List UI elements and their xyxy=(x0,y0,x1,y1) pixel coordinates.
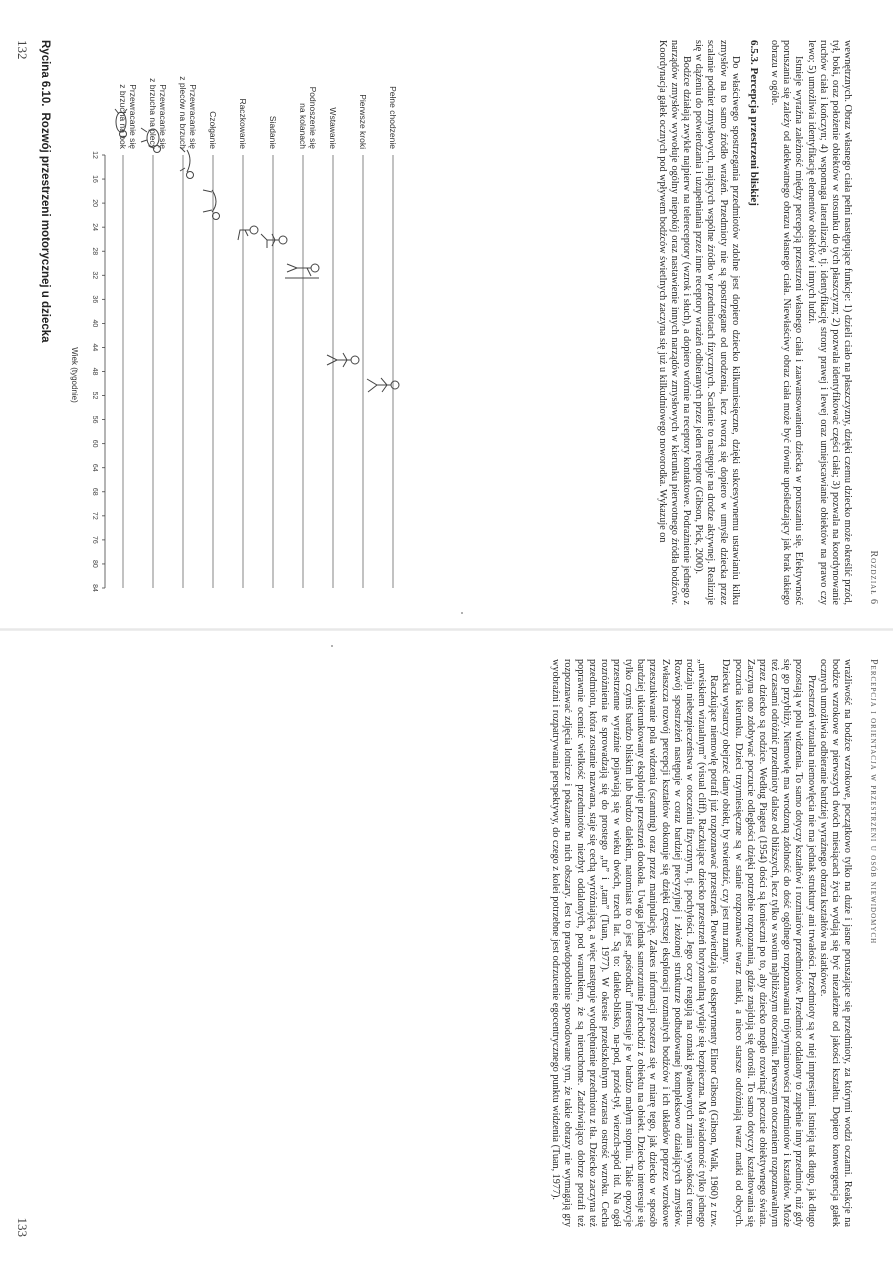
paragraph: Istnieje wyraźna zależność między percepcją przestrzeni własnego ciała i zaawansowaniem dziecka w poruszaniu się. Efektywność poruszania się zależy od adekwatnego obrazu własnego ciała. Niewłaściwy obraz ciała może być równie upośledzający jak brak takiego obrazu w ogóle. xyxy=(769,40,805,605)
left-text-column xyxy=(656,40,853,605)
x-axis-label: Wiek (tygodnie) xyxy=(70,347,79,403)
caption-number: Rycina 6.10. xyxy=(39,40,51,107)
x-tick-label: 20 xyxy=(91,199,98,208)
x-tick-label: 56 xyxy=(91,415,98,424)
figure-row-label: Przewracanie się xyxy=(128,84,138,149)
figure-row-label: Przewracanie się xyxy=(158,84,168,149)
running-head-left: Rozdział 6 xyxy=(868,550,879,605)
x-tick-label: 36 xyxy=(91,295,98,304)
paragraph: wrażliwość na bodźce wzrokowe, początkowo tylko na duże i jasne poruszające się przedmioty, za którymi wodzi oczami. Reakcje na bodźce wzrokowe w pierwszych dwóch miesiącach życia wydają się być niezależne od jakości kształtu. Dopiero konwergencja gałek ocznych umożliwia odbieranie bardziej wyraźnego obrazu kształtów na siatkówce. xyxy=(817,659,853,1227)
x-tick-label: 28 xyxy=(91,247,98,256)
child-on-belly-icon xyxy=(180,147,194,179)
paragraph: Bodźce działają zwykle najpierw na telereceptory (wzrok i słuch), a dopiero wtórnie na receptory kontaktowe. Podrażnienie jednego z narządów zmysłów wywołuje ogólny niepokój oraz nastawienie innych narządów zmysłowych w kierunku pierwotnego źródła bodźców. Koordynacja gałek ocznych pod wpływem bodźców świetlnych zaczyna się już u kilkudniowego noworodka. Wykazuje on xyxy=(656,40,693,605)
right-text-column xyxy=(549,659,853,1227)
figure-row-label: Siadanie xyxy=(268,115,278,149)
figure-row-label: z brzucha na bok xyxy=(118,84,128,149)
x-tick-label: 32 xyxy=(91,271,98,280)
running-head-right: Percepcja i orientacja w przestrzeni u osób niewidomych xyxy=(868,659,879,945)
child-standing-holding-icon xyxy=(285,264,319,278)
x-tick-label: 72 xyxy=(91,511,98,520)
x-tick-label: 60 xyxy=(91,439,98,448)
figure-row-label: Przewracanie się xyxy=(188,84,198,149)
x-tick-label: 12 xyxy=(91,151,98,159)
figure-row-label: Raczkowanie xyxy=(238,98,248,149)
x-tick-label: 80 xyxy=(91,560,98,568)
figure-row-label: Pierwsze kroki xyxy=(358,94,368,149)
x-tick-label: 48 xyxy=(91,367,98,376)
child-crawling-icon xyxy=(203,190,220,220)
right-page xyxy=(0,631,893,1263)
child-walking-icon xyxy=(367,378,399,392)
child-first-steps-icon xyxy=(327,353,359,367)
figure-row-label: z pleców na brzuch xyxy=(178,76,188,149)
x-tick-label: 64 xyxy=(91,463,98,472)
figure-svg xyxy=(65,40,415,600)
figure-row-label: Pełne chodzenie xyxy=(388,86,398,149)
x-tick-label: 40 xyxy=(91,319,98,328)
figure-row-label: Wstawanie xyxy=(328,107,338,149)
figure-row-label: na kolanach xyxy=(298,103,308,149)
left-page xyxy=(0,0,893,631)
figure-row-label: z brzucha na plecy xyxy=(148,78,158,149)
section-heading: 6.5.3. Percepcja przestrzeni bliskiej xyxy=(747,40,760,206)
x-tick-label: 24 xyxy=(91,223,98,232)
x-tick-label: 44 xyxy=(91,343,98,352)
x-tick-label: 52 xyxy=(91,391,98,400)
child-kneeling-icon xyxy=(261,234,287,248)
figure-row-label: Czołganie xyxy=(208,111,218,149)
paragraph: Do właściwego spostrzegania przedmiotów zdolne jest dopiero dziecko kilkumiesięczne, dzięki sukcesywnemu ustawianiu kilku zmysłów na to samo źródło wrażeń. Przedmioty nie są spostrzegane od urodzenia, lecz tworzą się dopiero w umyśle dziecka przez scalanie podniet zmysłowych, mających wspólne źródło w przedmiotach fizycznych. Scalenie to następuje na drodze aktywnej. Realizuje się w dążeniu do potwierdzania i uzupełniania przez inne receptory wrażeń odbieranych przez jeden receptor (Gibson, Pick, 2000). xyxy=(693,40,741,605)
paragraph: Raczkujące niemowlę potrafi już rozpoznawać przestrzeń. Potwierdzają to eksperymenty Elinor Gibson (Gibson, Walk, 1960) z tzw. „urwiskiem wizualnym” (visual cliff). Raczkujące dziecko przestrzeń horyzontalną wydaje się bezpieczna. Ma świadomość tylko jednego rodzaju niebezpieczeństwa w otoczeniu fizycznym, tj. pochyłości. Jego oczy reagują na oznaki gwałtownych zmian wysokości terenu. Rozwój spostrzeżeń następuje w coraz bardziej precyzyjnej i złożonej strukturze podbudowanej kompleksowo działających zmysłów. Zwłaszcza rozwój percepcji kształtów dokonuje się dzięki częstszej eksploracji rozmaitych bodźców i ich układów poprzez wzrokowe przeszukiwanie pola widzenia (scanning) oraz przez manipulację. Zakres informacji poszerza się w miarę tego, jak dziecko w sposób bardziej ukierunkowany eksploruje przestrzeń dookoła. Uwaga jednak samorzutnie przechodzi z obiektu na obiekt. Dziecko interesuje się tylko czymś bardzo bliskim lub bardzo dalekim, natomiast to co jest „pośrodku” interesuje je w bardzo małym stopniu. Takie opozycje przestrzenne wyraźnie pojawiają się w wieku dwóch, trzech lat. Są to: daleko-blisko, na-pod, przód-tył, wierzch-spód itd. Na ogół rozróżnienia te sprowadzają się do prostego „tu” i „tam” (Tuan, 1977). W okresie przedszkolnym wzrasta ostrość wzroku. Cecha przedmiotu, która zostanie nazwana, staje się cechą wyróżniającą, a więc następuje wyodrębnienie przedmiotu z tła. Dziecko zaczyna też poprawnie oceniać wielkość przedmiotów niezbyt oddalonych, pod warunkiem, że są nieruchome. Zadziwiająco dobrze potrafi też rozpoznawać zdjęcia lotnicze i pokazane na nich obszary. Jest to prawdopodobnie spowodowane tym, że takie obrazy nie wymagają gry wyobraźni i rozpatrywania perspektywy, do czego z kolei potrzebne jest odrzucenie egocentrycznego punktu widzenia (Tuan, 1977). xyxy=(550,659,720,1227)
figure-row-label: Podnoszenie się xyxy=(308,86,318,149)
paragraph: Przestrzeń wizualna niemowlęcia nie ma jednak struktury ani trwałości. Przedmioty są w niej impresjami. Istnieją tak długo, jak długo pozostają w polu widzenia. To samo dotyczy kształtów i rozmiarów przedmiotów. Przedmiot oddalony to zupełnie inny przedmiot, niż gdy się go przybliży. Niemowlę ma wrodzoną zdolność do dość ogólnego rozpoznawania trójwymiarowości przedmiotów i kształtów. Może też czasami odróżnić przedmioty dalsze od bliższych, lecz tylko w swoim najbliższym otoczeniu. Pierwszym otoczeniem rozpoznawalnym przez dziecko są rodzice. Według Piageta (1954) dości są konieczni po to, aby dziecko mogło rozwinąć poczucie obiektywnego świata. Zaczyna ono zdobywać poczucie odległości dzięki potrzebie rozpoznania, gdzie znajdują się dorośli. To samo dotyczy kształtowania się poczucia kierunku. Dzieci trzymiesięczne są w stanie rozpoznawać twarz matki, a nieco starsze odróżniają twarz matki od obcych. Dziecku wystarczy obejrzeć dany obiekt, by stwierdzić, czy jest mu znany. xyxy=(720,659,817,1227)
child-illustrations xyxy=(115,109,399,392)
motor-development-figure xyxy=(65,40,415,600)
x-tick-label: 68 xyxy=(91,487,98,496)
page-number-left: 132 xyxy=(15,40,30,60)
child-sitting-icon xyxy=(238,226,258,240)
x-tick-label: 76 xyxy=(91,535,98,544)
figure-caption xyxy=(39,40,51,343)
scan-speck xyxy=(461,612,463,614)
caption-text: Rozwój przestrzeni motorycznej u dziecka xyxy=(39,112,51,343)
x-tick-label: 16 xyxy=(91,175,98,183)
paragraph: wewnętrznych. Obraz własnego ciała pełni następujące funkcje: 1) dzieli ciało na płaszczyzny, dzięki czemu dziecko może określić przód, tył, boki, oraz położenie obiektów w stosunku do tych płaszczyzn; 2) pozwala identyfikować części ciała; 3) pozwala na koordynowanie ruchów ciała i kończyn; 4) wspomaga lateralizację, tj. identyfikację strony prawej i lewej oraz umiejscawianie obiektów na prawo czy lewo; 5) umożliwia identyfikację elementów obiektów i innych ludzi. xyxy=(805,40,853,605)
x-tick-label: 84 xyxy=(91,584,98,592)
page-number-right: 133 xyxy=(15,1217,30,1237)
